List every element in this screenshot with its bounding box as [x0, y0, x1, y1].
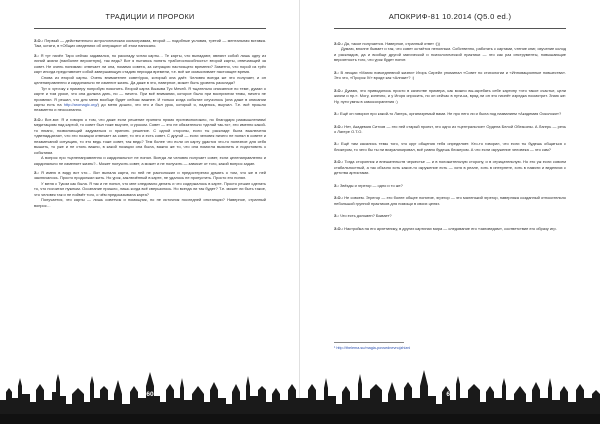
- right-running-head: АПОКРИФ-81 10.2014 (Q5.0 ed.): [334, 8, 566, 29]
- paragraph-text: Снова из второй карты. Очень внимателен совет/урок, который она даёт. Человек всегда же это получает, и он целенаправленно и кардинально не изменит жизнь. Да даже в это, наверное, может быть уровень раскладa?: [34, 74, 266, 86]
- body-paragraph: [34, 197, 266, 208]
- right-page-text: [334, 34, 566, 231]
- qa-paragraph: [334, 226, 566, 231]
- paragraph-text: Нет, Академия Ситхов — это ней старый проект, это одно из «центральное» Ордена Белой Обезьяны. А Лагерь — речь о Лагере О.Т.О.: [334, 123, 566, 134]
- paragraph-text: Думаю, вполне бывает и так, что совет остаётся неполным. Собственно, работать с картами, чтение книг, изучение колод и раскладов, да и вообще другой магической и психологической практики — это как раз инструменты, повышающие вероятность того, что урок будет понят.: [334, 46, 566, 63]
- speaker-label: З.О.:: [334, 87, 344, 93]
- paragraph-text: Да, такое получается. Наверное, странный ответ :))): [344, 41, 440, 46]
- speaker-label: З.О.:: [334, 123, 344, 129]
- speaker-label: З.:: [334, 111, 339, 117]
- qa-paragraph: [334, 159, 566, 175]
- paragraph-text: Не совсем. Эгрегор — это более общее понятие, эгрегор — это маленький эгрегор, наверняка созданный относительно небольшой группой практиков для помощи в своих целях.: [334, 195, 566, 206]
- qa-paragraph: [34, 170, 266, 181]
- qa-paragraph: [334, 124, 566, 135]
- left-running-head: ТРАДИЦИИ И ПРОРОКИ: [34, 8, 266, 29]
- qa-paragraph: [334, 213, 566, 218]
- paragraph-text: А вопрос про «целенаправленно и кардинально» не понял. Всегда ли человек получает совет, если целенаправленно и кардинально не изменяет жизнь?.. Может получить совет, а может и не получить — зависит от того, какой вопрос задан.: [34, 155, 266, 166]
- paragraph-text: Я тут начёл Таро сейчас задавался, по раскладу читая карты… Те карты, что выпадают, являют собой лишь одну из линий жизни (наиболее вероятную), так ведь? Вот я пытаюсь понять «работоспособность» второй карты, отвечающей за совет. Не очень понимаю: отвечает ли она, помимо совета, за ситуацию настоящего времени? Заметно, что порой из трёх карт иногда представляет собой завершающую стадию периода времени, т.е. всё же осмысливает настоящее время.: [34, 52, 266, 75]
- paragraph-text: Настройка на его архетипику, в других картинах мира — следование его «заповедям», соответствие его образу игр.: [344, 225, 557, 231]
- speaker-label: З.:: [334, 69, 339, 75]
- speaker-label: З.О.:: [334, 41, 344, 46]
- body-paragraph: [334, 46, 566, 62]
- speaker-label: З.О.:: [334, 159, 344, 165]
- paragraph-text: Я имею в виду вот что… Вот выпала карта, но ней не расположил и предостерегая думать о том, что же в ней заключалось. Просто продолжал жить. Но урок, заключённый в карте, не удалось не пропустить. Просто его понял.: [34, 169, 266, 181]
- body-paragraph: [34, 86, 266, 113]
- speaker-label: З.О.:: [334, 225, 344, 231]
- right-page: [300, 0, 600, 424]
- footnote-rule: [334, 342, 404, 343]
- qa-paragraph: [334, 88, 566, 104]
- qa-paragraph: [334, 70, 566, 81]
- paragraph-text: Ещё он говорил про какой-то Лагерь, организуемый вами. Не про него ли и была под названием «Академия Осколоки»?: [339, 111, 562, 117]
- speaker-label: З.:: [334, 141, 339, 147]
- paragraph-text: Тогда сторонник и внешательств черкестье — и в положительную сторону, и в отрицательную. Но это уж если совсем стабильностный, а так обычно хоть какое-то окружение есть — хотя в реале, хоть в интернете, хоть в памяти и ведениях с детства артистами.: [334, 159, 566, 176]
- paragraph-text: У меня с Туком как была. Я так и не понял, что мне следовало делать и что содержалось в карте. Просто решил сделать то, что посчитал нужным. Осознание пришло, лишь когда всё свершилось. Но всегда ли так будет? Т.е. может ли быть такое, что человек так и не поймёт того, о чём предсказывала карта?: [34, 180, 266, 197]
- paragraph-text-tail: ) до меня дошло, что это и был урок, который я, надеюсь, выучил. Т.е. всё прошло незаметно и неосознанно.: [34, 101, 266, 113]
- qa-paragraph: [34, 38, 266, 49]
- paragraph-text: Думаю, это приводилось просто в качестве примера, как можно вы-скребать себе картину «что такое счастье, цели жизни и пр.». Могу, конечно, и у Игоря спросить, но он сейчас в пути-ка, вряд ли он это начнёт изредка посмотрит. Знаю же: Ну, пути умны в самосохранения :): [334, 87, 566, 104]
- qa-paragraph: [34, 117, 266, 155]
- body-paragraph: [34, 181, 266, 197]
- speaker-label: З.:: [34, 52, 39, 58]
- left-page-number: 60: [146, 391, 154, 398]
- paragraph-text: Что есть дольмен? Бывает?: [339, 213, 392, 219]
- qa-paragraph: [334, 111, 566, 116]
- speaker-label: З.О.:: [334, 195, 344, 201]
- speaker-label: З.О.:: [34, 116, 44, 122]
- speaker-label: З.:: [334, 182, 339, 188]
- qa-paragraph: [34, 53, 266, 75]
- paragraph-text: В лекции «Магия повседневной жизни» Игорь Сирейл упоминал «Совет по стихологии и «Инновационные новшества». Это что, «Пророк IV» вроде как «Алнаи»? :): [334, 69, 566, 81]
- paragraph-text: Получается, что карты — лишь советчик и помощник, но не источник последней инстанции? Наверное, странный вопрос…: [34, 197, 266, 208]
- paragraph-text: Первый — действительно астрологическая космограмма, второй — подобные условия, третий — ментальная вставка. Там, кстати, в «Общих сведениях об операции» об этом написано.: [34, 38, 266, 49]
- paragraph-text: Звёзды и эгрегор — одно и то же?: [339, 182, 403, 188]
- qa-paragraph: [334, 195, 566, 206]
- body-paragraph: [34, 75, 266, 86]
- footnote[interactable]: ¹ http://thelema.su/magia-povsednevnojzhizni: [334, 346, 411, 350]
- right-page-number: 61: [446, 391, 454, 398]
- speaker-label: З.:: [334, 213, 339, 219]
- paragraph-text: Ещё там касались темы того, что круг общения тебя определяет. Кто-то говорил, что если ты будешь общаться с блокером, то чего бы ты ни визуализировал, всё равно будешь блокером. А что если окружение человека — это сам?: [334, 141, 566, 152]
- paragraph-text: Тут я чуточку к примеру попробую пояснить. Второй карта Вызыва Тус Мечей. Я тщательно описанное по теме, думал о карте и том уроке, что она должна дать, но — ничего. При всё внимании, которое было при восприятии темы, ничего не проявлял. Я решил, что для меня вообще будет сейчас важнее. И только когда событие случилось (она даже в описании карты есть на: [34, 85, 266, 107]
- speaker-label: З.:: [34, 169, 39, 175]
- qa-paragraph: [334, 183, 566, 188]
- body-paragraph: [34, 155, 266, 166]
- paragraph-text: Вот-вот. Я и говорю о том, что даже если решение принято прямо противоположно, но благодаря размышлениям/медитациям над картой, то совет был тоже выучен, и уроком. Совет — это не обязательно «делай так-то», это именно какой-то нюанс, позволяющий задуматься и принять решение. С одной стороны, если ты раскладе была выключена «двенадцатая», что это позиции отвечает за совет, то это и есть совет. С другой — если человек ничего не понял в совете и незамечаний ситуацию, то это ведь тоже совет, так ведь? Тем более что если он карту удастся что-то полезное для себя вышить, то уже и не столь важно, в какой позиции она была, важно же то, что она помогла выяснить и подготовить к событиям.: [34, 116, 266, 155]
- left-page-text: [34, 34, 266, 208]
- inline-link[interactable]: http://aromagic.org/: [63, 101, 98, 107]
- qa-paragraph: [334, 141, 566, 152]
- speaker-label: З.О.:: [34, 38, 44, 43]
